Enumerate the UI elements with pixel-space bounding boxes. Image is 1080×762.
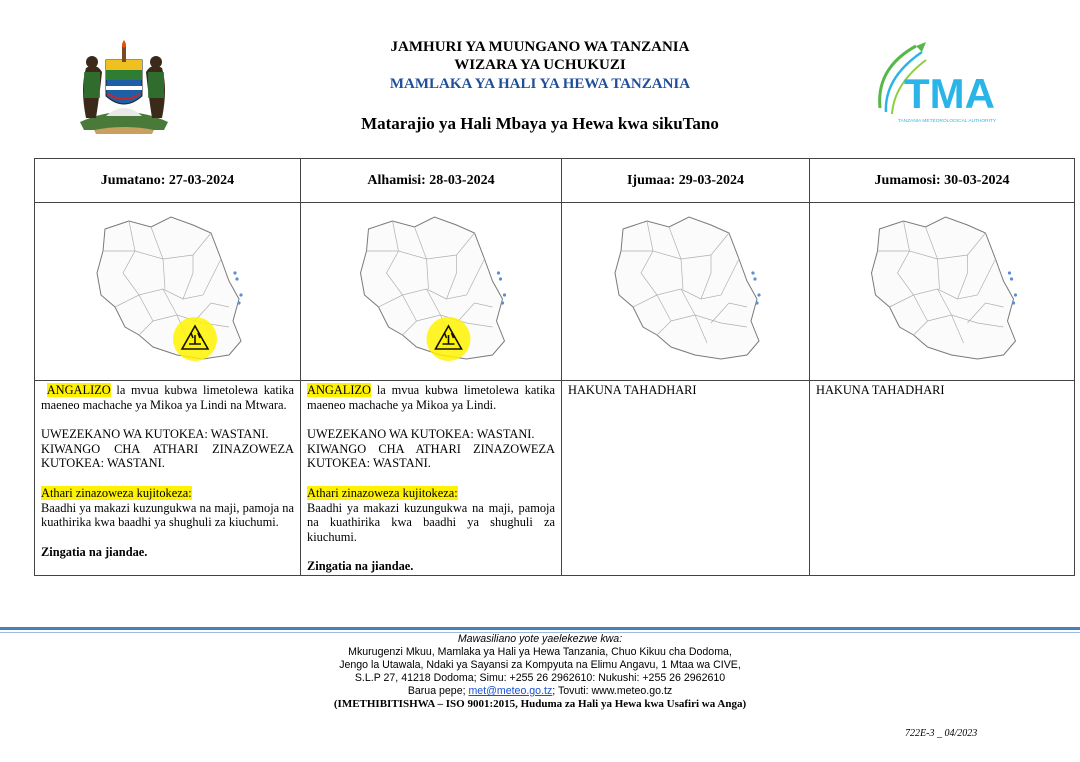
island-marker: [237, 301, 240, 304]
impact-level-text: KIWANGO CHA ATHARI ZINAZOWEZA KUTOKEA: WASTANI.: [307, 441, 555, 471]
country-outline: [615, 217, 759, 359]
country-outline: [97, 217, 241, 359]
island-marker: [499, 277, 502, 280]
page-title: Matarajio ya Hali Mbaya ya Hewa kwa sikuTano: [361, 114, 719, 133]
day-4-date: Jumamosi: 30-03-2024: [810, 159, 1075, 203]
day-3-map-cell: [562, 203, 810, 381]
day-1-tanzania-map: [35, 203, 301, 380]
day-4-map-cell: [810, 203, 1075, 381]
island-marker: [1014, 293, 1017, 296]
country-outline: [872, 217, 1016, 359]
advice-text: Zingatia na jiandae.: [41, 544, 148, 559]
ministry-name: WIZARA YA UCHUKUZI: [454, 57, 626, 73]
impacts-heading: Athari zinazoweza kujitokeza:: [307, 485, 458, 500]
document-code: 722E-3 _ 04/2023: [905, 728, 978, 739]
island-marker: [501, 301, 504, 304]
impacts-heading: Athari zinazoweza kujitokeza:: [41, 485, 192, 500]
warning-label: ANGALIZO: [307, 383, 372, 397]
day-2-date: Alhamisi: 28-03-2024: [301, 159, 562, 203]
tma-logo-subtext: TANZANIA METEOROLOGICAL AUTHORITY: [898, 119, 997, 124]
contact-line-3: S.L.P 27, 41218 Dodoma; Simu: +255 26 2962610: Nukushi: +255 26 2962610: [354, 672, 726, 684]
day-1-map-cell: [35, 203, 301, 381]
island-marker: [753, 277, 756, 280]
island-marker: [235, 277, 238, 280]
contact-heading: Mawasiliano yote yaelekezwe kwa:: [457, 633, 623, 645]
forecast-map-row: [35, 203, 1075, 381]
warning-text: la mvua kubwa limetolewa katika maeneo machache ya Mikoa ya Lindi na Mtwara.: [41, 383, 294, 412]
day-4-tanzania-map: [810, 203, 1075, 380]
forecast-date-row: [35, 159, 1075, 203]
tma-logo-text: TMA: [904, 70, 995, 117]
day-4-text: [810, 381, 1075, 576]
day-2-tanzania-map: [301, 203, 562, 380]
forecast-text-row: [35, 381, 1075, 576]
warning-label: ANGALIZO: [46, 383, 111, 397]
island-marker: [757, 293, 760, 296]
likelihood-text: UWEZEKANO WA KUTOKEA: WASTANI.: [307, 427, 535, 442]
island-marker: [751, 271, 754, 274]
island-marker: [233, 271, 236, 274]
day-2-text: [301, 381, 562, 576]
day-2-map-cell: [301, 203, 562, 381]
country-name: JAMHURI YA MUUNGANO WA TANZANIA: [390, 39, 690, 55]
island-marker: [1010, 277, 1013, 280]
day-3-date: Ijumaa: 29-03-2024: [562, 159, 810, 203]
impacts-text: Baadhi ya makazi kuzungukwa na maji, pamoja na kuathirika kwa baadhi ya shughuli za kiuchumi.: [41, 500, 294, 530]
island-marker: [497, 271, 500, 274]
contact-line-1: Mkurugenzi Mkuu, Mamlaka ya Hali ya Hewa Tanzania, Chuo Kikuu cha Dodoma,: [348, 646, 732, 658]
island-marker: [1008, 271, 1011, 274]
warning-text: la mvua kubwa limetolewa katika maeneo machache ya Mikoa ya Lindi.: [307, 383, 555, 412]
island-marker: [239, 293, 242, 296]
email-link[interactable]: met@meteo.go.tz: [468, 685, 553, 697]
day-3-text: [562, 381, 810, 576]
advice-text: Zingatia na jiandae.: [307, 559, 414, 574]
day-1-text: [35, 381, 301, 576]
agency-name: MAMLAKA YA HALI YA HEWA TANZANIA: [389, 76, 691, 92]
island-marker: [755, 301, 758, 304]
forecast-table: [34, 158, 1075, 576]
day-1-date: Jumatano: 27-03-2024: [35, 159, 301, 203]
contact-line-4: [0, 685, 1080, 698]
island-marker: [503, 293, 506, 296]
no-warning-text: HAKUNA TAHADHARI: [816, 383, 945, 397]
contact-line-2: Jengo la Utawala, Ndaki ya Sayansi za Kompyuta na Elimu Angavu, 1 Mtaa wa CIVE,: [339, 659, 741, 671]
likelihood-text: UWEZEKANO WA KUTOKEA: WASTANI.: [41, 427, 269, 442]
island-marker: [1012, 301, 1015, 304]
no-warning-text: HAKUNA TAHADHARI: [568, 383, 697, 397]
email-prefix: Barua pepe;: [407, 685, 469, 697]
impacts-text: Baadhi ya makazi kuzungukwa na maji, pamoja na kuathirika kwa baadhi ya shughuli za kiuchumi.: [307, 500, 555, 544]
impact-level-text: KIWANGO CHA ATHARI ZINAZOWEZA KUTOKEA: WASTANI.: [41, 441, 294, 471]
certification-text: (IMETHIBITISHWA – ISO 9001:2015, Huduma za Hali ya Hewa kwa Usafiri wa Anga): [333, 698, 747, 710]
footer-divider: [0, 627, 1080, 630]
website-text: ; Tovuti: www.meteo.go.tz: [552, 685, 673, 697]
day-3-tanzania-map: [562, 203, 810, 380]
